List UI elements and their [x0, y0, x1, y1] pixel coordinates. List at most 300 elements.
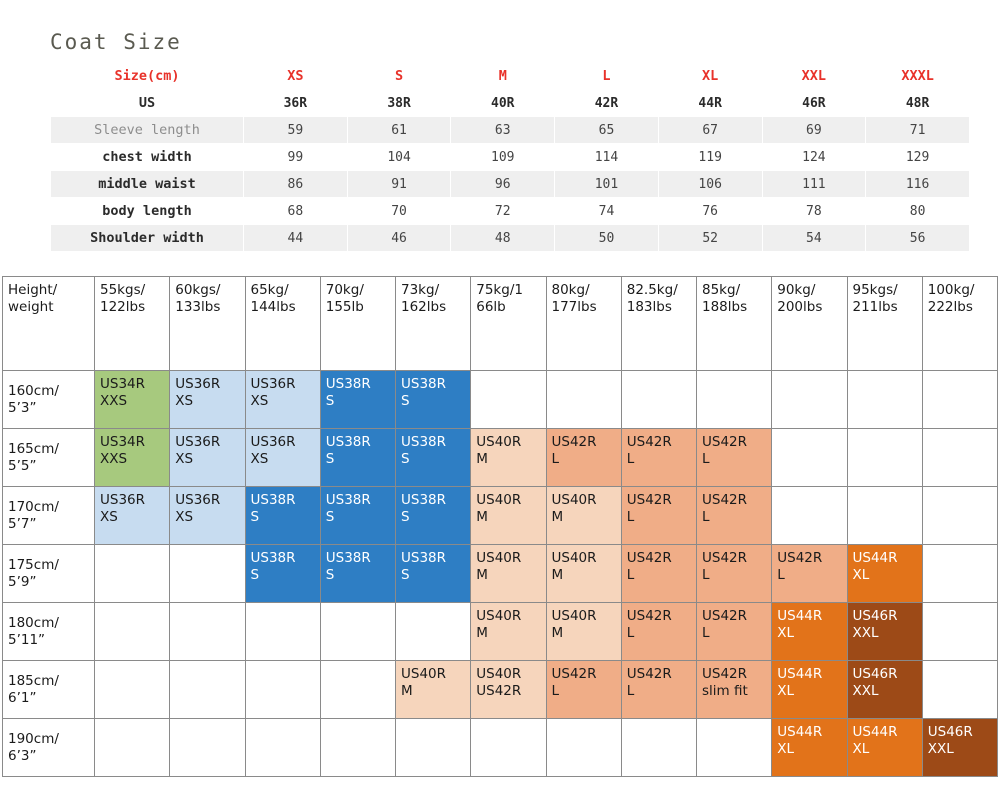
size-code: US42R — [626, 492, 672, 508]
height-label-line2: 5’3” — [8, 400, 37, 416]
size-letter: S — [325, 393, 335, 410]
size-letter: XXL — [852, 683, 879, 700]
size-cell — [772, 603, 847, 661]
size-cell-empty — [922, 371, 997, 429]
matrix-column-header — [546, 277, 621, 371]
size-cell-empty — [396, 603, 471, 661]
size-code: US36R — [250, 434, 296, 450]
size-cell — [546, 429, 621, 487]
size-cell — [396, 545, 471, 603]
size-cell — [471, 603, 546, 661]
size-letter: XS — [175, 451, 194, 468]
size-code: US42R — [551, 666, 597, 682]
size-code: US36R — [250, 376, 296, 392]
size-code: US42R — [551, 434, 597, 450]
size-cell-empty — [320, 603, 395, 661]
size-cell — [320, 429, 395, 487]
size-letter: S — [401, 509, 410, 526]
size-cell-empty — [922, 661, 997, 719]
size-letter: S — [325, 567, 335, 584]
size-cell-empty — [320, 661, 395, 719]
measurement-cell: 129 — [866, 144, 969, 170]
size-cell-empty — [95, 719, 170, 777]
size-letter: M — [476, 567, 488, 584]
weight-label-line2: 133lbs — [175, 299, 221, 316]
size-letter: L — [702, 625, 710, 642]
size-cell-empty — [320, 719, 395, 777]
size-cell-empty — [847, 371, 922, 429]
size-code: US36R — [100, 492, 146, 508]
size-code: US42R — [702, 434, 748, 450]
size-cell — [847, 603, 922, 661]
measurement-cell: 63 — [451, 117, 554, 143]
coat-size-table — [50, 62, 970, 252]
size-code: US40R — [551, 492, 597, 508]
size-code: US44R — [852, 550, 898, 566]
coat-size-header-row — [51, 63, 969, 89]
weight-label-line1: 85kg/ — [702, 282, 741, 298]
size-code: US38R — [250, 550, 296, 566]
size-letter: M — [551, 567, 564, 584]
header-cell-size-xs: XS — [244, 63, 347, 89]
size-code: US40R — [476, 492, 522, 508]
height-label-line1: 165cm/ — [8, 440, 59, 457]
corner-label-line1: Height/ — [8, 282, 58, 298]
size-cell — [95, 429, 170, 487]
size-cell — [95, 487, 170, 545]
size-code: US40R — [551, 608, 597, 624]
weight-label-line1: 100kg/ — [927, 282, 975, 298]
measurement-cell: 70 — [348, 198, 451, 224]
size-letter: XL — [777, 683, 795, 700]
size-letter: L — [626, 567, 635, 584]
weight-label-line2: 162lbs — [401, 299, 447, 316]
size-cell-empty — [546, 719, 621, 777]
size-letter: XL — [852, 567, 870, 584]
size-cell — [471, 661, 546, 719]
size-code: US44R — [777, 666, 823, 682]
size-letter: L — [626, 509, 635, 526]
size-code: US38R — [325, 376, 371, 392]
measurement-cell: 116 — [866, 171, 969, 197]
size-letter: M — [476, 625, 488, 642]
size-cell — [245, 545, 320, 603]
size-letter: L — [551, 451, 560, 468]
coat-size-row — [51, 144, 969, 170]
weight-label-line2: 122lbs — [100, 299, 146, 316]
size-letter: XL — [777, 741, 795, 758]
size-letter: M — [551, 509, 564, 526]
size-cell — [922, 719, 997, 777]
matrix-row — [3, 487, 998, 545]
weight-label-line1: 60kgs/ — [175, 282, 221, 298]
weight-label-line2: 66lb — [476, 299, 506, 316]
size-cell-empty — [170, 661, 245, 719]
size-cell — [621, 603, 696, 661]
size-cell — [471, 487, 546, 545]
size-cell — [245, 429, 320, 487]
measurement-cell: 67 — [659, 117, 762, 143]
size-cell-empty — [697, 719, 772, 777]
measurement-cell: 99 — [244, 144, 347, 170]
size-letter: S — [401, 567, 410, 584]
matrix-column-header — [772, 277, 847, 371]
size-cell-empty — [95, 603, 170, 661]
size-code: US42R — [702, 492, 748, 508]
header-cell-size-xxl: XXL — [763, 63, 866, 89]
size-letter: XS — [250, 451, 269, 468]
header-cell-size-s: S — [348, 63, 451, 89]
size-letter: XXL — [852, 625, 879, 642]
size-cell — [621, 661, 696, 719]
size-cell — [546, 603, 621, 661]
measurement-cell: 71 — [866, 117, 969, 143]
size-cell — [546, 545, 621, 603]
size-cell-empty — [772, 487, 847, 545]
row-label: Shoulder width — [51, 225, 243, 251]
weight-label-line2: 222lbs — [927, 299, 973, 316]
header-cell-size-unit: Size(cm) — [51, 63, 243, 89]
measurement-cell: 36R — [244, 90, 347, 116]
size-letter: XS — [175, 393, 194, 410]
size-code: US40R — [476, 666, 522, 682]
height-label-line1: 175cm/ — [8, 556, 59, 573]
weight-label-line1: 82.5kg/ — [626, 282, 678, 298]
matrix-row — [3, 429, 998, 487]
size-letter: S — [325, 509, 335, 526]
size-cell-empty — [170, 603, 245, 661]
size-letter: XS — [175, 509, 194, 526]
size-cell-empty — [95, 661, 170, 719]
measurement-cell: 76 — [659, 198, 762, 224]
height-weight-matrix — [2, 276, 998, 777]
size-letter: S — [250, 509, 260, 526]
matrix-column-header — [847, 277, 922, 371]
matrix-corner-header — [3, 277, 95, 371]
size-code: US44R — [777, 608, 823, 624]
size-letter: XXS — [100, 393, 128, 410]
size-cell — [396, 429, 471, 487]
matrix-row-header — [3, 487, 95, 545]
matrix-column-header — [170, 277, 245, 371]
size-code: US40R — [476, 608, 522, 624]
size-letter: XXS — [100, 451, 128, 468]
measurement-cell: 74 — [555, 198, 658, 224]
size-letter: L — [702, 509, 710, 526]
size-letter: M — [476, 509, 488, 526]
weight-label-line1: 95kgs/ — [852, 282, 898, 298]
measurement-cell: 48 — [451, 225, 554, 251]
size-letter: L — [626, 625, 635, 642]
size-letter: S — [325, 451, 335, 468]
size-cell-empty — [621, 719, 696, 777]
size-letter: slim fit — [702, 683, 748, 700]
size-code: US42R — [702, 666, 748, 682]
coat-size-row — [51, 171, 969, 197]
height-label-line1: 180cm/ — [8, 614, 59, 631]
size-cell — [546, 487, 621, 545]
size-cell — [320, 487, 395, 545]
height-label-line1: 185cm/ — [8, 672, 59, 689]
weight-label-line1: 55kgs/ — [100, 282, 146, 298]
matrix-row — [3, 661, 998, 719]
size-cell — [396, 487, 471, 545]
size-letter: XXL — [927, 741, 954, 758]
size-code: US46R — [927, 724, 973, 740]
size-cell-empty — [847, 487, 922, 545]
size-cell — [170, 429, 245, 487]
size-code: US42R — [626, 608, 672, 624]
size-code: US36R — [175, 492, 221, 508]
size-cell-empty — [847, 429, 922, 487]
size-cell — [170, 487, 245, 545]
size-code: US40R — [476, 434, 522, 450]
size-code: US36R — [175, 376, 221, 392]
size-cell — [847, 661, 922, 719]
size-code: US38R — [325, 492, 371, 508]
measurement-cell: 54 — [763, 225, 866, 251]
weight-label-line1: 90kg/ — [777, 282, 816, 298]
height-label-line2: 5’9” — [8, 574, 37, 590]
size-cell — [396, 371, 471, 429]
size-code: US38R — [401, 376, 447, 392]
size-letter: M — [551, 625, 564, 642]
size-code: US40R — [476, 550, 522, 566]
measurement-cell: 106 — [659, 171, 762, 197]
coat-size-row — [51, 198, 969, 224]
measurement-cell: 80 — [866, 198, 969, 224]
size-code: US44R — [852, 724, 898, 740]
size-code: US40R — [401, 666, 447, 682]
row-label: body length — [51, 198, 243, 224]
measurement-cell: 124 — [763, 144, 866, 170]
measurement-cell: 46 — [348, 225, 451, 251]
height-label-line1: 160cm/ — [8, 382, 59, 399]
measurement-cell: 86 — [244, 171, 347, 197]
weight-label-line1: 70kg/ — [325, 282, 364, 298]
weight-label-line1: 80kg/ — [551, 282, 590, 298]
row-label: middle waist — [51, 171, 243, 197]
measurement-cell: 44 — [244, 225, 347, 251]
measurement-cell: 44R — [659, 90, 762, 116]
measurement-cell: 50 — [555, 225, 658, 251]
matrix-row-header — [3, 371, 95, 429]
size-letter: S — [401, 451, 410, 468]
size-cell-empty — [471, 371, 546, 429]
size-letter: L — [702, 451, 710, 468]
header-cell-size-m: M — [451, 63, 554, 89]
size-code: US42R — [702, 550, 748, 566]
measurement-cell: 61 — [348, 117, 451, 143]
coat-size-row — [51, 90, 969, 116]
size-cell-empty — [170, 545, 245, 603]
height-label-line2: 5’11” — [8, 632, 46, 648]
size-code: US34R — [100, 434, 146, 450]
size-code: US38R — [250, 492, 296, 508]
size-code: US38R — [325, 550, 371, 566]
measurement-cell: 109 — [451, 144, 554, 170]
measurement-cell: 56 — [866, 225, 969, 251]
measurement-cell: 38R — [348, 90, 451, 116]
weight-label-line2: 188lbs — [702, 299, 748, 316]
size-cell — [471, 545, 546, 603]
size-code: US34R — [100, 376, 146, 392]
size-cell — [772, 661, 847, 719]
size-cell-empty — [697, 371, 772, 429]
coat-size-table-wrapper — [50, 62, 970, 252]
size-cell-empty — [170, 719, 245, 777]
matrix-row-header — [3, 719, 95, 777]
size-cell — [697, 661, 772, 719]
size-cell-empty — [245, 719, 320, 777]
size-code: US46R — [852, 666, 898, 682]
matrix-column-header — [396, 277, 471, 371]
matrix-row-header — [3, 429, 95, 487]
size-letter: S — [250, 567, 260, 584]
size-cell — [697, 487, 772, 545]
size-cell-empty — [245, 603, 320, 661]
size-cell-empty — [396, 719, 471, 777]
size-cell — [772, 545, 847, 603]
matrix-row — [3, 603, 998, 661]
measurement-cell: 59 — [244, 117, 347, 143]
size-code: US42R — [777, 550, 823, 566]
size-cell — [320, 371, 395, 429]
size-code: US42R — [626, 550, 672, 566]
measurement-cell: 69 — [763, 117, 866, 143]
size-cell — [245, 487, 320, 545]
matrix-row — [3, 371, 998, 429]
matrix-row-header — [3, 661, 95, 719]
measurement-cell: 104 — [348, 144, 451, 170]
size-cell-empty — [95, 545, 170, 603]
size-cell-empty — [772, 429, 847, 487]
size-letter: L — [551, 683, 560, 700]
weight-label-line2: 183lbs — [626, 299, 672, 316]
size-letter: L — [626, 451, 635, 468]
weight-label-line2: 211lbs — [852, 299, 898, 316]
measurement-cell: 52 — [659, 225, 762, 251]
size-cell — [471, 429, 546, 487]
size-cell-empty — [922, 545, 997, 603]
measurement-cell: 96 — [451, 171, 554, 197]
size-letter: M — [401, 683, 413, 700]
size-cell-empty — [922, 487, 997, 545]
matrix-column-header — [95, 277, 170, 371]
height-label-line2: 5’7” — [8, 516, 37, 532]
size-letter: S — [401, 393, 410, 410]
row-label: chest width — [51, 144, 243, 170]
matrix-row-header — [3, 603, 95, 661]
measurement-cell: 91 — [348, 171, 451, 197]
size-cell — [697, 545, 772, 603]
size-code: US44R — [777, 724, 823, 740]
height-label-line1: 170cm/ — [8, 498, 59, 515]
size-cell-empty — [471, 719, 546, 777]
weight-label-line2: 144lbs — [250, 299, 296, 316]
matrix-column-header — [320, 277, 395, 371]
height-weight-matrix-wrapper — [2, 276, 998, 777]
header-cell-size-xxxl: XXXL — [866, 63, 969, 89]
size-cell — [245, 371, 320, 429]
matrix-column-header — [471, 277, 546, 371]
size-code: US38R — [401, 492, 447, 508]
size-code: US38R — [325, 434, 371, 450]
size-letter: XL — [852, 741, 870, 758]
measurement-cell: 68 — [244, 198, 347, 224]
coat-size-row — [51, 225, 969, 251]
weight-label-line1: 65kg/ — [250, 282, 289, 298]
size-letter: L — [777, 567, 785, 584]
size-code: US40R — [551, 550, 597, 566]
size-cell-empty — [922, 603, 997, 661]
size-cell — [697, 429, 772, 487]
size-cell — [396, 661, 471, 719]
size-cell — [772, 719, 847, 777]
height-label-line1: 190cm/ — [8, 730, 59, 747]
measurement-cell: 114 — [555, 144, 658, 170]
measurement-cell: 40R — [451, 90, 554, 116]
size-code: US38R — [401, 434, 447, 450]
header-cell-size-xl: XL — [659, 63, 762, 89]
matrix-column-header — [245, 277, 320, 371]
size-cell-empty — [922, 429, 997, 487]
measurement-cell: 46R — [763, 90, 866, 116]
matrix-row — [3, 719, 998, 777]
size-cell — [847, 719, 922, 777]
size-letter: L — [626, 683, 635, 700]
size-cell-empty — [621, 371, 696, 429]
size-cell — [621, 487, 696, 545]
weight-label-line1: 75kg/1 — [476, 282, 523, 298]
weight-label-line1: 73kg/ — [401, 282, 440, 298]
weight-label-line2: 155lb — [325, 299, 364, 316]
size-code: US42R — [702, 608, 748, 624]
corner-label-line2: weight — [8, 299, 54, 316]
size-letter: M — [476, 451, 488, 468]
size-letter: XS — [250, 393, 269, 410]
matrix-header-row — [3, 277, 998, 371]
size-letter: US42R — [476, 683, 522, 700]
measurement-cell: 65 — [555, 117, 658, 143]
measurement-cell: 72 — [451, 198, 554, 224]
row-label: Sleeve length — [51, 117, 243, 143]
size-cell-empty — [245, 661, 320, 719]
weight-label-line2: 177lbs — [551, 299, 597, 316]
measurement-cell: 48R — [866, 90, 969, 116]
measurement-cell: 119 — [659, 144, 762, 170]
size-cell — [95, 371, 170, 429]
size-cell — [847, 545, 922, 603]
measurement-cell: 78 — [763, 198, 866, 224]
size-code: US42R — [626, 434, 672, 450]
size-code: US42R — [626, 666, 672, 682]
measurement-cell: 111 — [763, 171, 866, 197]
height-label-line2: 6’1” — [8, 690, 37, 706]
height-label-line2: 5’5” — [8, 458, 37, 474]
row-label: US — [51, 90, 243, 116]
matrix-column-header — [922, 277, 997, 371]
size-code: US36R — [175, 434, 221, 450]
size-code: US38R — [401, 550, 447, 566]
size-cell — [621, 545, 696, 603]
size-cell — [621, 429, 696, 487]
header-cell-size-l: L — [555, 63, 658, 89]
matrix-row — [3, 545, 998, 603]
size-cell — [170, 371, 245, 429]
size-cell — [546, 661, 621, 719]
size-code: US46R — [852, 608, 898, 624]
